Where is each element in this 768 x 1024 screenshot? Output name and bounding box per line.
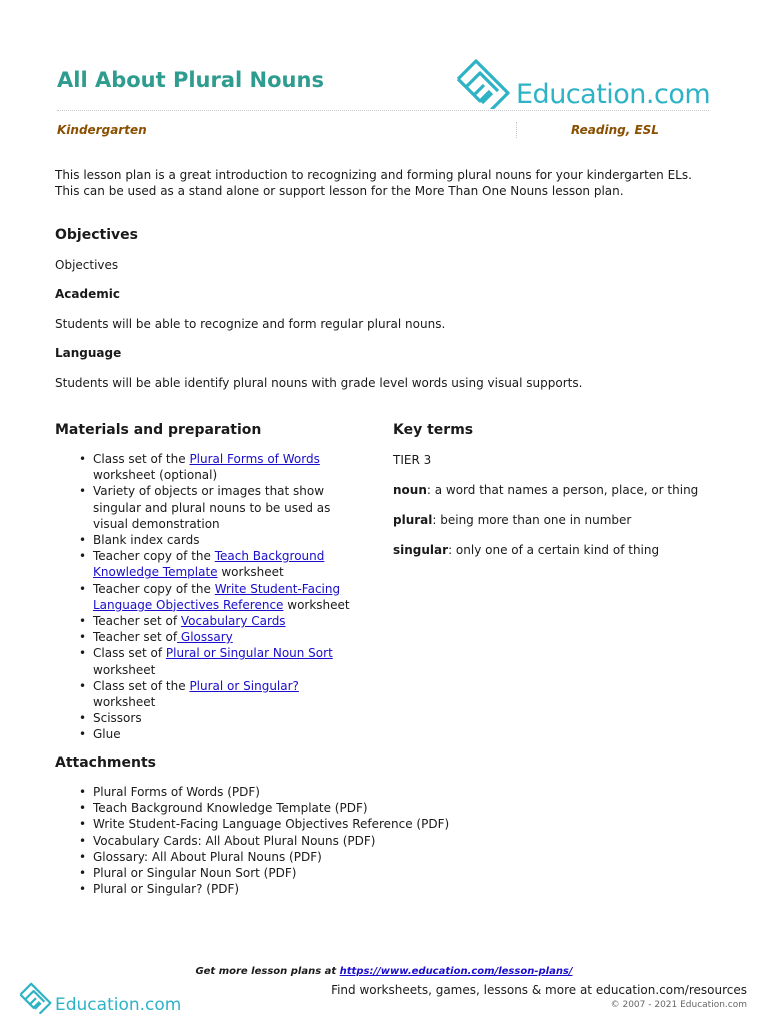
materials-item [77, 451, 357, 483]
materials-heading: Materials and preparation [55, 422, 262, 438]
materials-item [77, 710, 357, 726]
materials-item-text: Class set of the [93, 678, 190, 693]
footer-logo[interactable] [18, 980, 182, 1015]
header-divider [57, 110, 709, 111]
materials-item [77, 629, 357, 645]
meta-divider [516, 122, 517, 138]
objectives-subheading: Objectives [55, 258, 119, 272]
materials-item [77, 613, 357, 629]
language-objective: Students will be able identify plural nouns with grade level words using visual supports. [55, 376, 583, 390]
attachment-item[interactable]: • Plural or Singular? (PDF) [77, 881, 477, 897]
key-term-word: singular [393, 543, 449, 557]
materials-list [77, 451, 357, 743]
materials-item-link[interactable]: Plural or Singular Noun Sort [165, 646, 333, 661]
footer-promo-link[interactable]: https://www.education.com/lesson-plans/ [339, 966, 573, 977]
footer-logo-icon [18, 980, 54, 1014]
materials-item [77, 581, 357, 613]
grade-label: Kindergarten [57, 123, 147, 137]
key-term-definition: : being more than one in number [432, 513, 632, 527]
objectives-heading: Objectives [55, 227, 138, 243]
page-title: All About Plural Nouns [57, 68, 324, 92]
attachment-item[interactable]: • Plural or Singular Noun Sort (PDF) [77, 865, 477, 881]
footer-copyright: © 2007 - 2021 Education.com [610, 1000, 747, 1010]
materials-item [77, 678, 357, 710]
attachment-item[interactable]: • Vocabulary Cards: All About Plural Nouns (PDF) [77, 833, 477, 849]
key-term [393, 543, 659, 557]
materials-item-text: Blank index cards [93, 533, 200, 548]
attachments-heading: Attachments [55, 755, 157, 771]
materials-item [77, 483, 357, 532]
materials-item-link[interactable]: Plural or Singular? [189, 678, 299, 693]
education-logo[interactable] [454, 57, 714, 109]
materials-item-link[interactable]: Glossary [177, 630, 233, 645]
key-term [393, 483, 698, 497]
materials-item-text: Teacher set of [93, 630, 178, 645]
academic-objective: Students will be able to recognize and form regular plural nouns. [55, 317, 446, 331]
materials-item-text: worksheet [93, 662, 156, 677]
materials-item-text: Variety of objects or images that show singular and plural nouns to be used as visual demonstration [93, 484, 331, 531]
materials-item [77, 548, 357, 580]
attachment-item[interactable]: • Plural Forms of Words (PDF) [77, 784, 477, 800]
subjects-label: Reading, ESL [571, 123, 659, 137]
materials-item-text: worksheet [93, 695, 156, 710]
education-logo-icon [454, 57, 514, 109]
materials-item-text: Teacher copy of the [93, 581, 215, 596]
attachments-list [77, 784, 477, 897]
materials-item-text: Teacher copy of the [93, 549, 215, 564]
attachment-item[interactable]: • Write Student-Facing Language Objectives Reference (PDF) [77, 816, 477, 832]
attachment-item[interactable]: • Teach Background Knowledge Template (PDF) [77, 800, 477, 816]
attachment-item[interactable]: • Glossary: All About Plural Nouns (PDF) [77, 849, 477, 865]
footer-find-text: Find worksheets, games, lessons & more at education.com/resources [331, 983, 747, 997]
tier-label: TIER 3 [393, 453, 432, 467]
materials-item [77, 645, 357, 677]
materials-item-text: worksheet (optional) [93, 468, 218, 483]
materials-item-text: worksheet [217, 565, 284, 580]
materials-item-text: Glue [93, 727, 121, 742]
materials-item-text: worksheet [283, 597, 350, 612]
academic-heading: Academic [55, 287, 120, 301]
key-term-word: noun [393, 483, 427, 497]
materials-item [77, 532, 357, 548]
footer-promo-text: Get more lesson plans at [195, 966, 340, 977]
materials-item-text: Scissors [93, 711, 142, 726]
materials-item-text: Class set of the [93, 452, 190, 466]
materials-item [77, 726, 357, 742]
logo-wordmark: Education.com [516, 79, 711, 110]
materials-item-link[interactable]: Teach Background Knowledge Template [93, 549, 325, 580]
key-term-definition: : only one of a certain kind of thing [448, 543, 660, 557]
materials-item-text: Teacher set of [93, 614, 181, 629]
key-term [393, 513, 631, 527]
materials-item-link[interactable]: Vocabulary Cards [180, 614, 286, 629]
key-term-definition: : a word that names a person, place, or thing [426, 483, 699, 497]
key-terms-heading: Key terms [393, 422, 474, 438]
intro-paragraph: This lesson plan is a great introduction to recognizing and forming plural nouns for your kindergarten ELs. This can be used as a stand alone or support lesson for the More Than One Nouns lesson plan. [55, 168, 692, 198]
footer-logo-wordmark: Education.com [55, 995, 182, 1015]
language-heading: Language [55, 346, 122, 360]
key-term-word: plural [393, 513, 433, 527]
materials-item-link[interactable]: Write Student-Facing Language Objectives Reference [93, 581, 341, 612]
materials-item-text: Class set of [93, 646, 166, 661]
footer-promo [0, 966, 768, 977]
materials-item-link[interactable]: Plural Forms of Words [189, 452, 320, 466]
